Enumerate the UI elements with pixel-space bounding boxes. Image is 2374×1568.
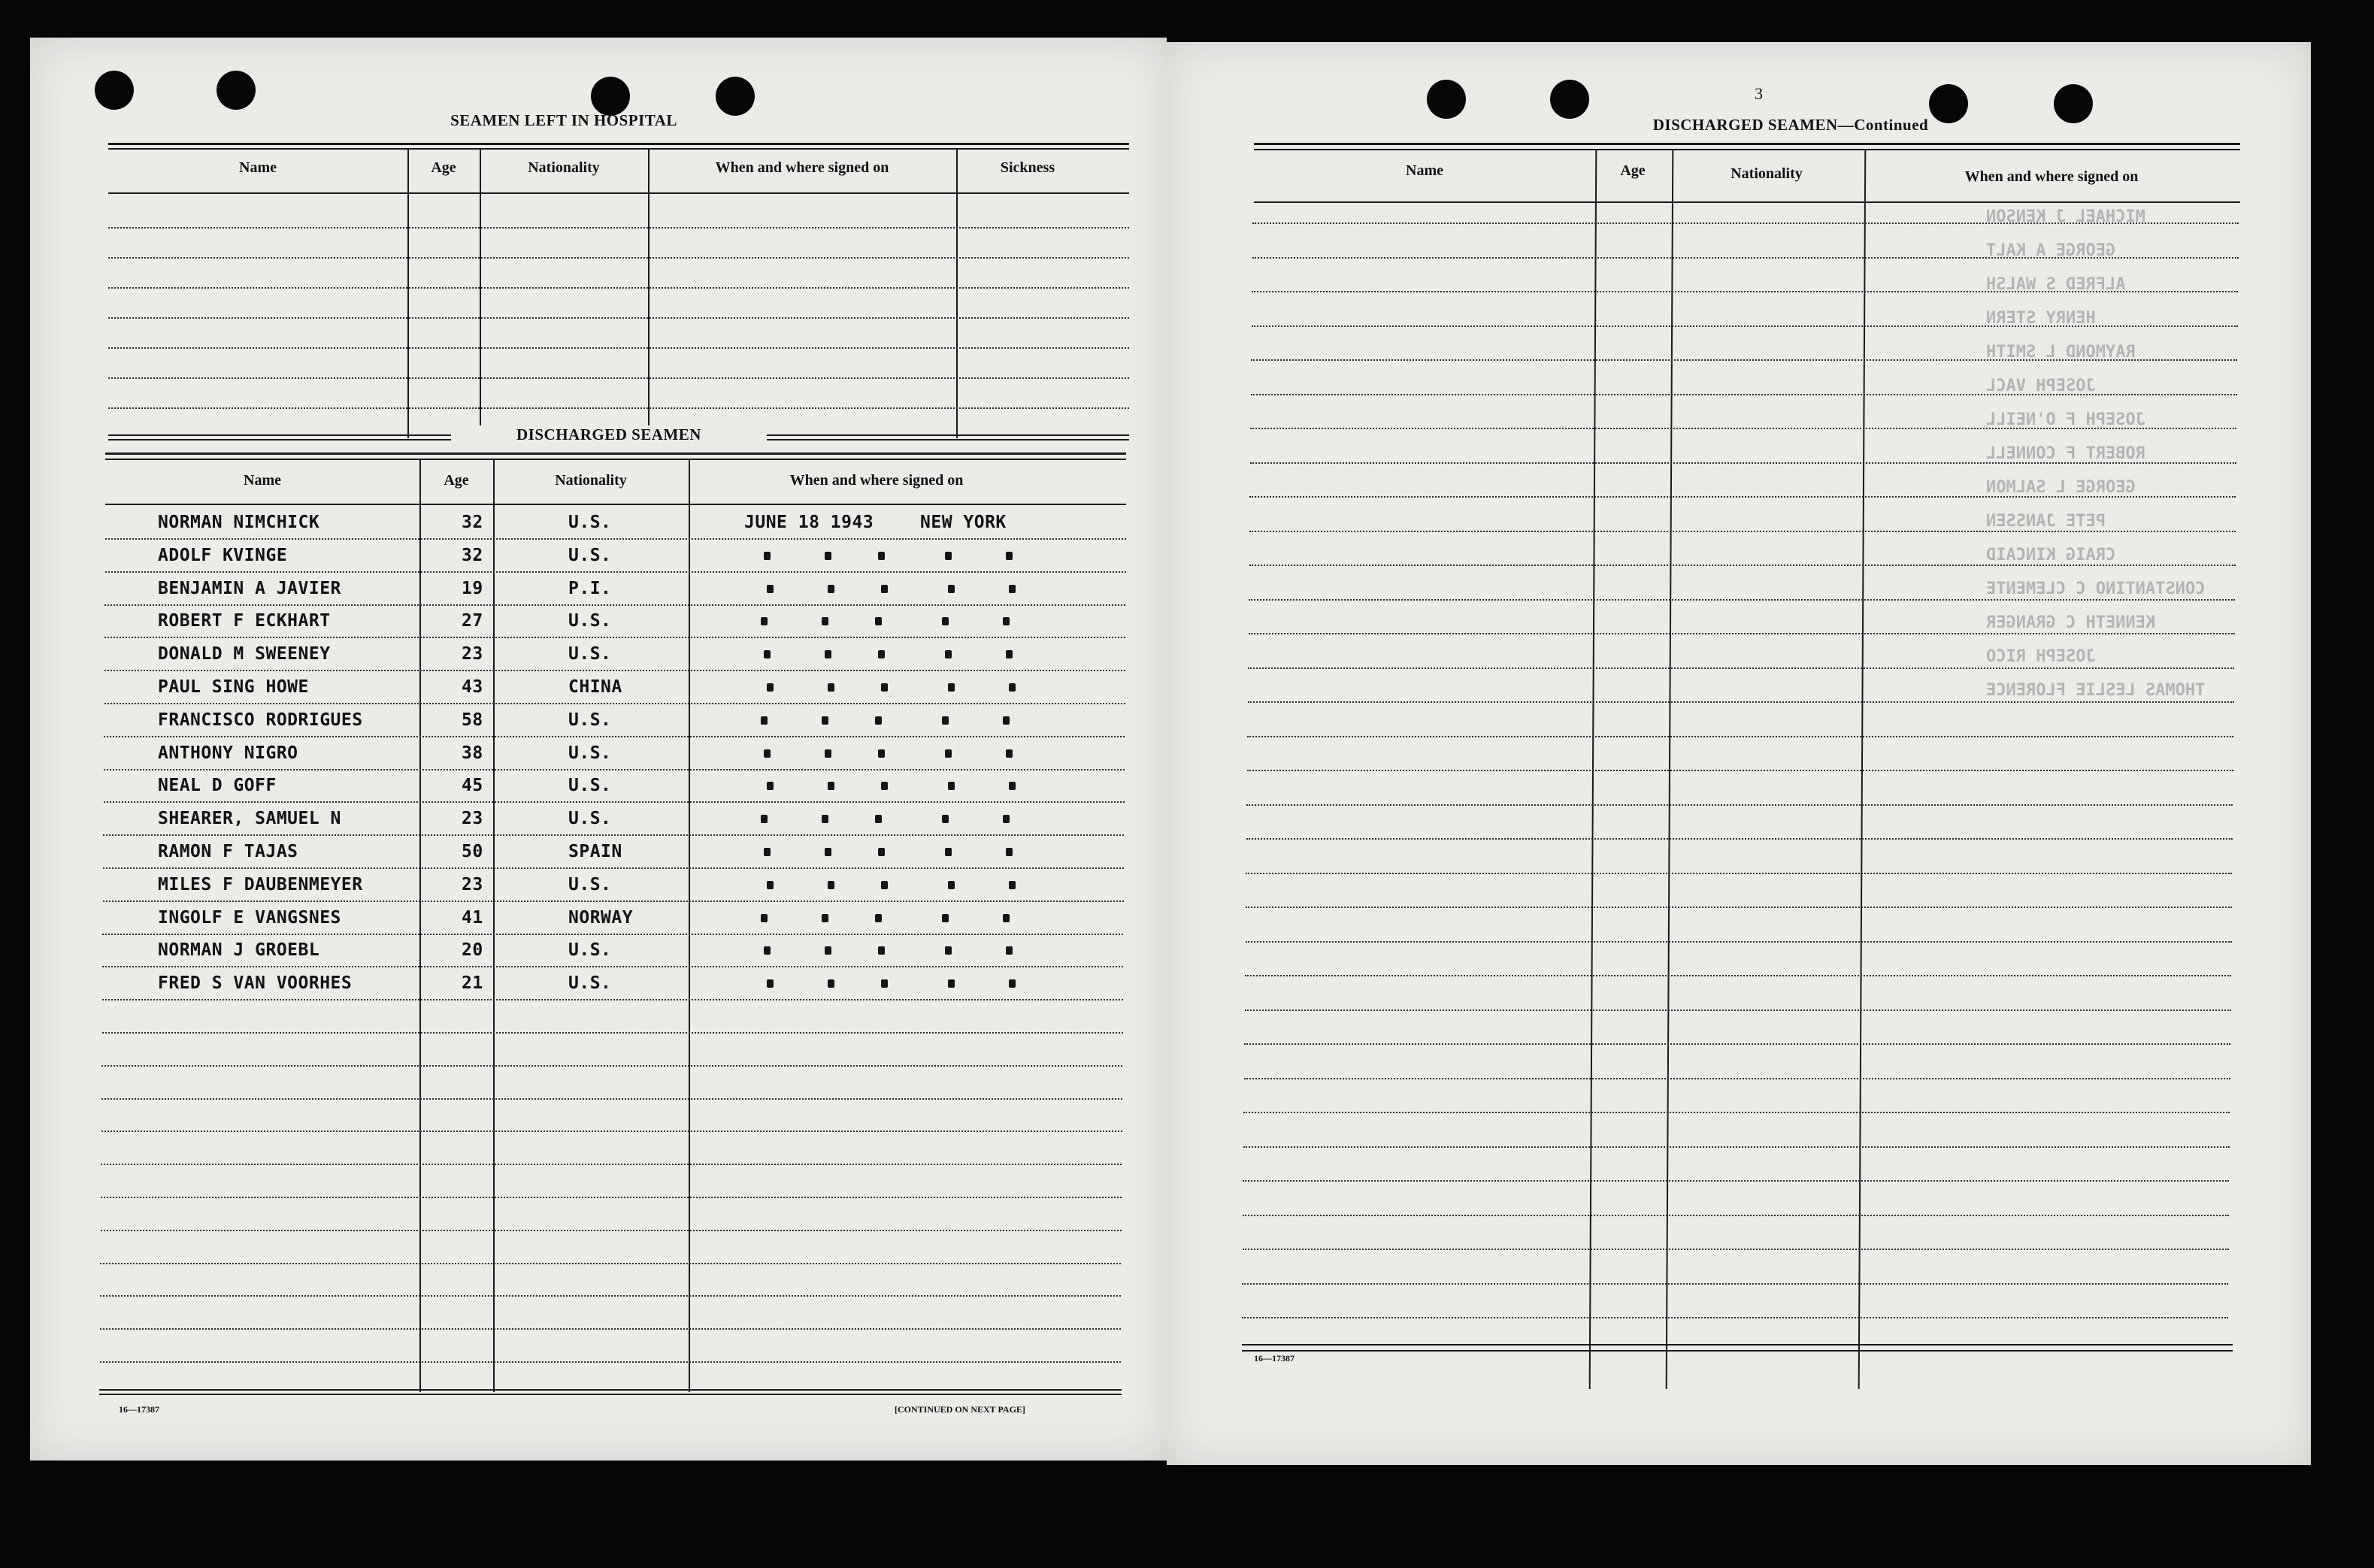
continued-col-name: Name xyxy=(1406,162,1443,179)
ditto-mark xyxy=(1009,585,1016,593)
column-divider xyxy=(689,459,690,1392)
row-rule xyxy=(104,637,1125,638)
ditto-mark xyxy=(945,552,952,560)
signed-on-date: JUNE 18 1943 xyxy=(744,513,874,532)
column-divider xyxy=(1666,149,1674,1389)
hospital-col-age: Age xyxy=(431,159,456,176)
column-divider xyxy=(956,148,958,438)
seaman-name: ROBERT F ECKHART xyxy=(158,611,331,631)
seaman-age: 38 xyxy=(462,743,483,763)
seaman-name: ADOLF KVINGE xyxy=(158,545,288,565)
seaman-age: 50 xyxy=(462,842,483,861)
rule xyxy=(108,148,1129,150)
ditto-mark xyxy=(767,683,774,692)
row-rule xyxy=(101,1230,1122,1231)
seaman-age: 32 xyxy=(462,513,483,532)
row-rule xyxy=(108,377,1129,379)
row-rule xyxy=(1243,1180,2229,1182)
row-rule xyxy=(104,801,1125,803)
row-rule xyxy=(103,834,1124,836)
row-rule xyxy=(101,1098,1122,1100)
continued-section-title: DISCHARGED SEAMEN—Continued xyxy=(1652,116,1929,134)
row-rule xyxy=(1243,1215,2229,1216)
row-rule xyxy=(102,934,1123,935)
row-rule xyxy=(1243,1249,2229,1250)
ditto-mark xyxy=(881,683,888,692)
discharged-section-title: DISCHARGED SEAMEN xyxy=(451,425,767,444)
column-divider xyxy=(648,148,650,438)
signed-on-place: NEW YORK xyxy=(920,513,1007,532)
row-rule xyxy=(1242,1317,2228,1318)
row-rule xyxy=(1248,701,2234,703)
seaman-nationality: U.S. xyxy=(568,743,612,763)
row-rule xyxy=(104,736,1125,737)
continued-col-signed-on: When and where signed on xyxy=(1964,168,2139,185)
row-rule xyxy=(102,966,1123,967)
punch-hole xyxy=(716,77,755,116)
bleed-through-name: JOSEPH RICO xyxy=(1986,647,2096,666)
row-rule xyxy=(104,670,1125,671)
seaman-nationality: NORWAY xyxy=(568,907,634,928)
seaman-nationality: U.S. xyxy=(568,644,612,664)
left-page xyxy=(30,38,1167,1461)
ditto-mark xyxy=(1006,650,1013,658)
ditto-mark xyxy=(764,552,771,560)
ditto-mark xyxy=(822,617,828,625)
discharged-col-signed-on: When and where signed on xyxy=(789,472,964,489)
punch-hole xyxy=(95,71,134,110)
ditto-mark xyxy=(822,815,828,823)
column-divider xyxy=(493,459,495,1392)
seaman-age: 23 xyxy=(462,644,483,664)
ditto-mark xyxy=(828,683,834,692)
column-divider xyxy=(480,148,481,438)
ditto-mark xyxy=(942,914,949,922)
row-rule xyxy=(101,1131,1122,1132)
seaman-name: SHEARER, SAMUEL N xyxy=(158,809,341,829)
rule xyxy=(1254,201,2240,203)
row-rule xyxy=(105,538,1126,540)
row-rule xyxy=(1248,667,2234,669)
ditto-mark xyxy=(825,749,831,758)
bleed-through-name: ALFRED S WALSH xyxy=(1986,275,2126,294)
row-rule xyxy=(1246,941,2232,943)
row-rule xyxy=(1252,325,2238,327)
discharged-col-age: Age xyxy=(444,472,469,489)
rule xyxy=(1242,1350,2233,1352)
ditto-mark xyxy=(1003,815,1010,823)
hospital-col-nationality: Nationality xyxy=(528,159,600,176)
bleed-through-name: GEORGE L SALMON xyxy=(1986,478,2136,497)
row-rule xyxy=(1247,770,2233,771)
ditto-mark xyxy=(761,815,768,823)
bleed-through-name: MICHAEL J KENSON xyxy=(1986,207,2145,226)
row-rule xyxy=(1250,428,2236,429)
ditto-mark xyxy=(1009,979,1016,988)
punch-hole xyxy=(1427,80,1466,119)
ditto-mark xyxy=(881,585,888,593)
column-divider xyxy=(1589,149,1597,1389)
seaman-age: 43 xyxy=(462,677,483,697)
row-rule xyxy=(1252,222,2239,224)
row-rule xyxy=(1245,975,2231,976)
row-rule xyxy=(1246,873,2232,874)
ditto-mark xyxy=(828,585,834,593)
right-page xyxy=(1167,42,2311,1465)
row-rule xyxy=(100,1263,1121,1264)
bleed-through-name: THOMAS LESLIE FLORENCE xyxy=(1986,681,2206,700)
ditto-mark xyxy=(942,617,949,625)
bleed-through-name: ROBERT F CONNELL xyxy=(1986,444,2145,463)
column-divider xyxy=(407,148,409,438)
bleed-through-name: JOSEPH F O'NEILL xyxy=(1986,410,2145,429)
bleed-through-name: KENNETH C GRANGER xyxy=(1986,613,2156,632)
rule xyxy=(105,453,1126,455)
row-rule xyxy=(1249,496,2236,498)
bleed-through-name: HENRY STERN xyxy=(1986,309,2096,328)
row-rule xyxy=(103,867,1124,869)
seaman-age: 23 xyxy=(462,874,483,894)
seaman-nationality: U.S. xyxy=(568,809,612,829)
row-rule xyxy=(1247,736,2233,737)
seaman-name: PAUL SING HOWE xyxy=(158,677,309,697)
row-rule xyxy=(108,347,1129,349)
rule xyxy=(108,192,1129,194)
ditto-mark xyxy=(825,946,831,955)
ditto-mark xyxy=(1009,881,1016,889)
punch-hole xyxy=(591,77,630,116)
bleed-through-name: CONSTANTINO C CLEMENTE xyxy=(1986,580,2206,598)
ditto-mark xyxy=(1009,683,1016,692)
row-rule xyxy=(101,1197,1122,1198)
ditto-mark xyxy=(948,979,955,988)
page-number: 3 xyxy=(1755,84,1763,103)
form-number: 16—17387 xyxy=(119,1404,159,1415)
seaman-age: 32 xyxy=(462,545,483,565)
ditto-mark xyxy=(767,585,774,593)
row-rule xyxy=(1246,804,2233,806)
row-rule xyxy=(101,1164,1122,1165)
rule xyxy=(99,1394,1122,1395)
ditto-mark xyxy=(1003,716,1010,725)
ditto-mark xyxy=(1006,946,1013,955)
row-rule xyxy=(1251,394,2237,395)
seaman-nationality: U.S. xyxy=(568,973,612,994)
seaman-name: MILES F DAUBENMEYER xyxy=(158,874,363,894)
row-rule xyxy=(1246,838,2233,840)
row-rule xyxy=(108,287,1129,289)
column-divider xyxy=(1858,149,1867,1389)
ditto-mark xyxy=(878,552,885,560)
seaman-name: NORMAN J GROEBL xyxy=(158,940,320,961)
ditto-mark xyxy=(945,749,952,758)
hospital-col-signed-on: When and where signed on xyxy=(715,159,889,176)
seaman-nationality: U.S. xyxy=(568,940,612,961)
punch-hole xyxy=(217,71,256,110)
ditto-mark xyxy=(875,716,882,725)
row-rule xyxy=(108,407,1129,409)
seaman-name: FRANCISCO RODRIGUES xyxy=(158,710,363,730)
ditto-mark xyxy=(948,881,955,889)
bleed-through-name: RAYMOND L SMITH xyxy=(1986,343,2136,362)
ditto-mark xyxy=(825,848,831,856)
row-rule xyxy=(103,901,1124,902)
ditto-mark xyxy=(767,782,774,790)
seaman-nationality: SPAIN xyxy=(568,842,622,861)
rule xyxy=(108,143,1129,145)
rule xyxy=(105,459,1126,460)
seaman-age: 58 xyxy=(462,710,483,730)
ditto-mark xyxy=(1003,617,1010,625)
rule xyxy=(99,1389,1122,1391)
ditto-mark xyxy=(767,881,774,889)
ditto-mark xyxy=(764,749,771,758)
ditto-mark xyxy=(875,815,882,823)
seaman-name: BENJAMIN A JAVIER xyxy=(158,578,341,598)
continued-note: [CONTINUED ON NEXT PAGE] xyxy=(895,1404,1025,1415)
ditto-mark xyxy=(878,848,885,856)
seaman-age: 21 xyxy=(462,973,483,994)
row-rule xyxy=(1249,599,2235,601)
discharged-col-nationality: Nationality xyxy=(555,472,627,489)
row-rule xyxy=(1252,257,2239,259)
seaman-nationality: U.S. xyxy=(568,874,612,894)
rule xyxy=(1254,149,2240,150)
ditto-mark xyxy=(1006,848,1013,856)
seaman-nationality: CHINA xyxy=(568,677,622,697)
ditto-mark xyxy=(942,716,949,725)
ditto-mark xyxy=(878,946,885,955)
row-rule xyxy=(100,1295,1121,1297)
discharged-col-name: Name xyxy=(244,472,281,489)
ditto-mark xyxy=(828,979,834,988)
seaman-nationality: U.S. xyxy=(568,710,612,730)
punch-hole xyxy=(2054,84,2093,123)
ditto-mark xyxy=(761,914,768,922)
ditto-mark xyxy=(1006,749,1013,758)
continued-col-age: Age xyxy=(1620,162,1646,179)
seaman-nationality: P.I. xyxy=(568,578,612,598)
row-rule xyxy=(1249,633,2235,634)
row-rule xyxy=(108,227,1129,229)
seaman-age: 23 xyxy=(462,809,483,829)
ditto-mark xyxy=(828,782,834,790)
row-rule xyxy=(1249,565,2236,566)
ditto-mark xyxy=(764,946,771,955)
hospital-col-name: Name xyxy=(239,159,277,176)
row-rule xyxy=(102,999,1123,1000)
hospital-section-title: SEAMEN LEFT IN HOSPITAL xyxy=(450,111,677,129)
row-rule xyxy=(1251,359,2237,361)
ditto-mark xyxy=(822,716,828,725)
row-rule xyxy=(1244,1043,2230,1045)
row-rule xyxy=(1252,291,2238,292)
ditto-mark xyxy=(881,881,888,889)
seaman-nationality: U.S. xyxy=(568,513,612,532)
bleed-through-name: GEORGE A KALT xyxy=(1986,241,2116,260)
ditto-mark xyxy=(767,979,774,988)
ditto-mark xyxy=(948,585,955,593)
bleed-through-name: PETE JANSSEN xyxy=(1986,512,2106,531)
ditto-mark xyxy=(878,650,885,658)
bleed-through-name: CRAIG KINCAID xyxy=(1986,546,2116,565)
ditto-mark xyxy=(878,749,885,758)
seaman-name: NORMAN NIMCHICK xyxy=(158,513,320,532)
ditto-mark xyxy=(948,782,955,790)
ditto-mark xyxy=(945,946,952,955)
row-rule xyxy=(104,769,1125,770)
seaman-age: 27 xyxy=(462,611,483,631)
seaman-name: RAMON F TAJAS xyxy=(158,842,298,861)
ditto-mark xyxy=(945,848,952,856)
ditto-mark xyxy=(942,815,949,823)
ditto-mark xyxy=(948,683,955,692)
seaman-name: ANTHONY NIGRO xyxy=(158,743,298,763)
row-rule xyxy=(1244,1078,2230,1079)
form-number: 16—17387 xyxy=(1254,1353,1294,1364)
seaman-nationality: U.S. xyxy=(568,611,612,631)
seaman-name: NEAL D GOFF xyxy=(158,776,277,796)
ditto-mark xyxy=(822,914,828,922)
ditto-mark xyxy=(764,650,771,658)
rule xyxy=(1242,1344,2233,1346)
row-rule xyxy=(108,257,1129,259)
ditto-mark xyxy=(761,716,768,725)
row-rule xyxy=(1249,531,2236,532)
row-rule xyxy=(102,1032,1123,1034)
row-rule xyxy=(100,1361,1121,1363)
ditto-mark xyxy=(945,650,952,658)
seaman-age: 20 xyxy=(462,940,483,961)
ditto-mark xyxy=(825,552,831,560)
ditto-mark xyxy=(764,848,771,856)
seaman-age: 19 xyxy=(462,578,483,598)
row-rule xyxy=(1246,907,2232,908)
row-rule xyxy=(1243,1112,2230,1113)
row-rule xyxy=(101,1065,1122,1067)
seaman-nationality: U.S. xyxy=(568,545,612,565)
seaman-name: DONALD M SWEENEY xyxy=(158,644,331,664)
ditto-mark xyxy=(761,617,768,625)
row-rule xyxy=(1245,1010,2231,1011)
row-rule xyxy=(108,317,1129,319)
ditto-mark xyxy=(828,881,834,889)
ditto-mark xyxy=(1006,552,1013,560)
row-rule xyxy=(1250,462,2236,464)
row-rule xyxy=(1242,1283,2228,1285)
ditto-mark xyxy=(881,782,888,790)
ditto-mark xyxy=(875,914,882,922)
bleed-through-name: JOSEPH VACL xyxy=(1986,377,2096,395)
row-rule xyxy=(104,703,1125,704)
rule xyxy=(105,504,1126,505)
hospital-col-sickness: Sickness xyxy=(1000,159,1055,176)
ditto-mark xyxy=(1009,782,1016,790)
seaman-name: FRED S VAN VOORHES xyxy=(158,973,353,994)
rule xyxy=(1254,143,2240,145)
seaman-nationality: U.S. xyxy=(568,776,612,796)
row-rule xyxy=(1243,1146,2230,1148)
punch-hole xyxy=(1550,80,1589,119)
seaman-name: INGOLF E VANGSNES xyxy=(158,907,341,928)
row-rule xyxy=(100,1328,1121,1330)
ditto-mark xyxy=(881,979,888,988)
row-rule xyxy=(105,571,1126,573)
row-rule xyxy=(104,604,1125,606)
ditto-mark xyxy=(875,617,882,625)
ditto-mark xyxy=(825,650,831,658)
ditto-mark xyxy=(1003,914,1010,922)
seaman-age: 41 xyxy=(462,907,483,928)
continued-col-nationality: Nationality xyxy=(1731,165,1803,182)
column-divider xyxy=(419,459,421,1392)
seaman-age: 45 xyxy=(462,776,483,796)
